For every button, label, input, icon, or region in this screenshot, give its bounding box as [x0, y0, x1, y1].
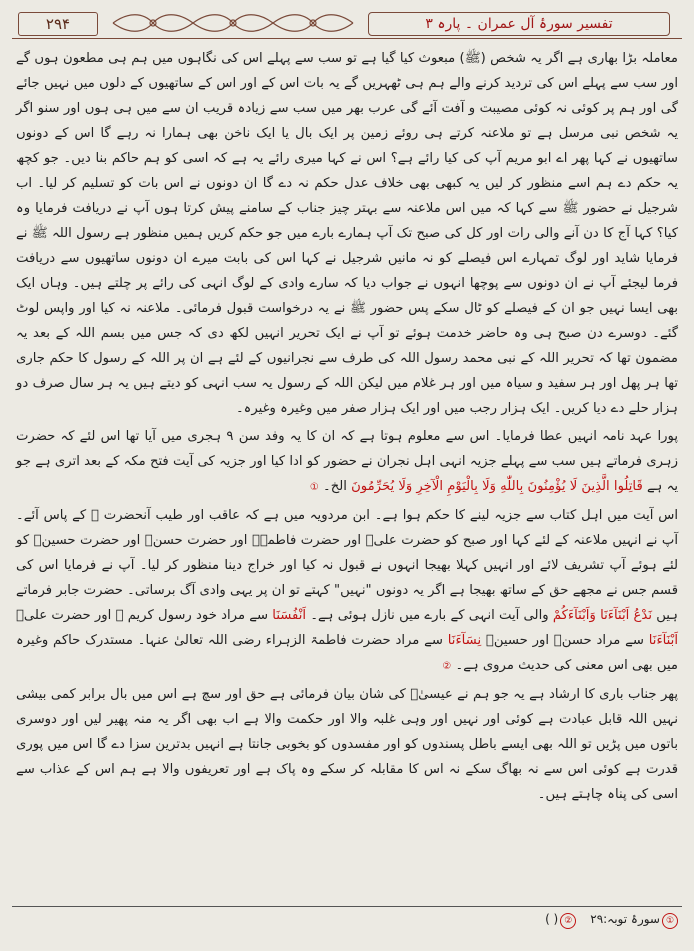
footnote-number: ②: [560, 913, 576, 929]
paragraph-text: پورا عہد نامہ انہیں عطا فرمایا۔ اس سے معلوم ہوتا ہے کہ ان کا یہ وفد سن ۹ ہجری میں آیا تھا اس لئے کہ حضرت زہری فرماتے ہیں سب سے پہلے جزیہ انہی اہل نجران نے حضور کو ادا کیا اور جزیہ کی آیت فتح مکہ کے بعد اتری ہے جو یہ ہے: [16, 429, 678, 494]
quran-word: اَنْفُسَنَا: [272, 608, 307, 623]
paragraph-text: سے مراد حسنؓ اور حسینؓ: [481, 633, 649, 648]
page-number: ۲۹۴: [18, 12, 98, 36]
footnote-2: [545, 912, 576, 929]
footnote-mark: ①: [309, 482, 319, 493]
paragraph-2: [16, 424, 678, 500]
paragraph-text: اس آیت میں اہل کتاب سے جزیہ لینے کا حکم ہوا ہے۔ ابن مردویہ میں ہے کہ عاقب اور طیب آنحضرت ﷺ کے پاس آئے۔ آپ نے انہیں ملاعنہ کے لئے کہا اور صبح کو حضرت علیؓ اور حضرت فاطمہؓ اور حضرت حسنؓ اور حضرت حسینؓ کو لئے ہوئے آپ تشریف لائے اور انہیں کہلا بھیجا انہوں نے قبول نہ کیا اور خراج دینا منظور کر لیا۔ آپ نے فرمایا اس کی قسم جس نے مجھے حق کے ساتھ بھیجا ہے اگر یہ دونوں "نہیں" کہتے تو ان پر یہی وادی آگ برساتی۔ حضرت جابر فرماتے ہیں: [16, 508, 678, 623]
paragraph-4: [16, 682, 678, 807]
header-divider: [12, 38, 682, 39]
footer-divider: [12, 906, 682, 907]
paragraph-text: معاملہ بڑا بھاری ہے اگر یہ شخص (ﷺ) مبعوث کیا گیا ہے تو سب سے پہلے اس کی نگاہوں میں ہم ہی مطعون ہوں گے اور سب سے پہلے اس کی تردید کرنے والے ہم ہی ٹھہریں گے یہ بات اس کے اور اس کے ساتھیوں کے دلوں میں نہیں جائے گی اور ہم پر کوئی نہ کوئی مصیبت و آفت آئے گی عرب بھر میں سب سے زیادہ قریب ان سے میں ہی ہوں اور سنو اگر یہ شخص نبی مرسل ہے تو ملاعنہ کرتے ہی روئے زمین پر ایک بال یا ایک ناخن بھی ہمارا نہ رہے گا اس کے دونوں ساتھیوں نے کہا پھر اے ابو مریم آپ کی کیا رائے ہے؟ اس نے کہا میری رائے یہ ہے کہ اسی کو ہم حاکم بنا دیں۔ جو کچھ یہ حکم دے ہم اسے منظور کر لیں یہ کبھی بھی خلاف عدل حکم نہ دے گا ان دونوں نے اس بات کو تسلیم کر لیا۔ اب شرجیل نے حضور ﷺ سے کہا کہ میں اس ملاعنہ سے بہتر چیز جناب کے سامنے پیش کرتا ہوں آپ نے دریافت فرمایا وہ کیا؟ کہا آج کا دن آنے والی رات اور کل کی صبح تک آپ ہمارے بارے میں جو حکم کریں ہمیں منظور ہے رسول اللہ ﷺ نے فرمایا شاید اور لوگ تمہارے اس فیصلے کو نہ مانیں شرجیل نے کہا اس کی بابت میرے ان دونوں ساتھیوں سے دریافت فرما لیجئے آپ نے ان دونوں سے پوچھا انہوں نے جواب دیا کہ سارے وادی کے لوگ انہی کی رائے پر چلتے ہیں۔ وہاں ایک بھی ایسا نہیں جو ان کے فیصلے کو ٹال سکے پس حضور ﷺ نے یہ درخواست قبول فرمائی۔ ملاعنہ نہ کیا اور واپس لوٹ گئے۔ دوسرے دن صبح ہی وہ حاضر خدمت ہوئے تو آپ نے ایک تحریر انہیں لکھ دی کہ جس میں بسم اللہ کے بعد یہ مضمون تھا کہ تحریر اللہ کے نبی محمد رسول اللہ کی طرف سے نجرانیوں کے لئے ہے ان پر اللہ کے رسول کا حکم جاری تھا ہر پھل اور ہر سفید و سیاہ میں اور ہر غلام میں لیکن اللہ کے رسول یہ سب انہی کو دیتے ہیں یہ ہر سال صرف دو ہزار حلے دے دیا کریں۔ ایک ہزار رجب میں اور ایک ہزار صفر میں وغیرہ وغیرہ۔: [16, 51, 678, 416]
footnote-text: ( ): [545, 912, 559, 926]
paragraph-text: سے مراد خود رسول کریم ﷺ اور حضرت علیؓ: [16, 608, 273, 623]
footnotes: [545, 912, 678, 929]
footnote-mark: ②: [442, 661, 452, 672]
page-header: [8, 6, 686, 40]
footnote-text: سورۂ توبہ:۲۹: [590, 912, 660, 926]
paragraph-3: [16, 503, 678, 679]
quran-verse: قَاتِلُوا الَّذِينَ لَا يُؤْمِنُونَ بِاللّٰهِ وَلَا بِالْيَوْمِ الْآخِرِ وَلَا يُحَرِّمُونَ: [351, 479, 643, 494]
paragraph-text: والی آیت انہی کے بارے میں نازل ہوئی ہے۔: [306, 608, 553, 623]
ornament-left-icon: [108, 12, 358, 34]
paragraph-1: [16, 46, 678, 421]
footnote-1: [590, 912, 678, 929]
quran-word: اَبْنَآءَنَا: [648, 633, 678, 648]
footnote-number: ①: [662, 913, 678, 929]
paragraph-text: پھر جناب باری کا ارشاد ہے یہ جو ہم نے عیسیٰؑ کی شان بیان فرمائی ہے حق اور سچ ہے اس میں بال برابر کمی بیشی نہیں اللہ قابل عبادت ہے کوئی اور نہیں اور وہی غلبہ والا اور حکمت والا ہے اب بھی اگر یہ منہ پھیر لیں اور دوسری باتوں میں پڑیں تو اللہ بھی ایسے باطل پسندوں کو اور مفسدوں کو بخوبی جانتا ہے انہیں بدترین سزا دے گا اس میں پوری قدرت ہے کوئی اس سے نہ بھاگ سکے نہ اس کا مقابلہ کر سکے وہ پاک ہے اور تعریفوں والا ہے ہم اس کے عذاب سے اسی کی پناہ چاہتے ہیں۔: [16, 687, 678, 802]
quran-word: نِسَآءَنَا: [447, 633, 482, 648]
body-text: [16, 46, 678, 898]
quran-verse: نَدْعُ اَبْنَآءَنَا وَاَبْنَآءَكُمْ: [552, 608, 652, 623]
paragraph-text: سے مراد حضرت فاطمۃ الزہراء رضی اللہ تعالیٰ عنہا۔ مستدرک حاکم وغیرہ میں بھی اس معنی کی حدیث مروی ہے۔: [16, 633, 678, 673]
page: [8, 6, 686, 945]
page-title: تفسیر سورۂ آل عمران ۔ پارہ ۳: [368, 12, 670, 36]
paragraph-text: الخ۔: [318, 479, 352, 494]
